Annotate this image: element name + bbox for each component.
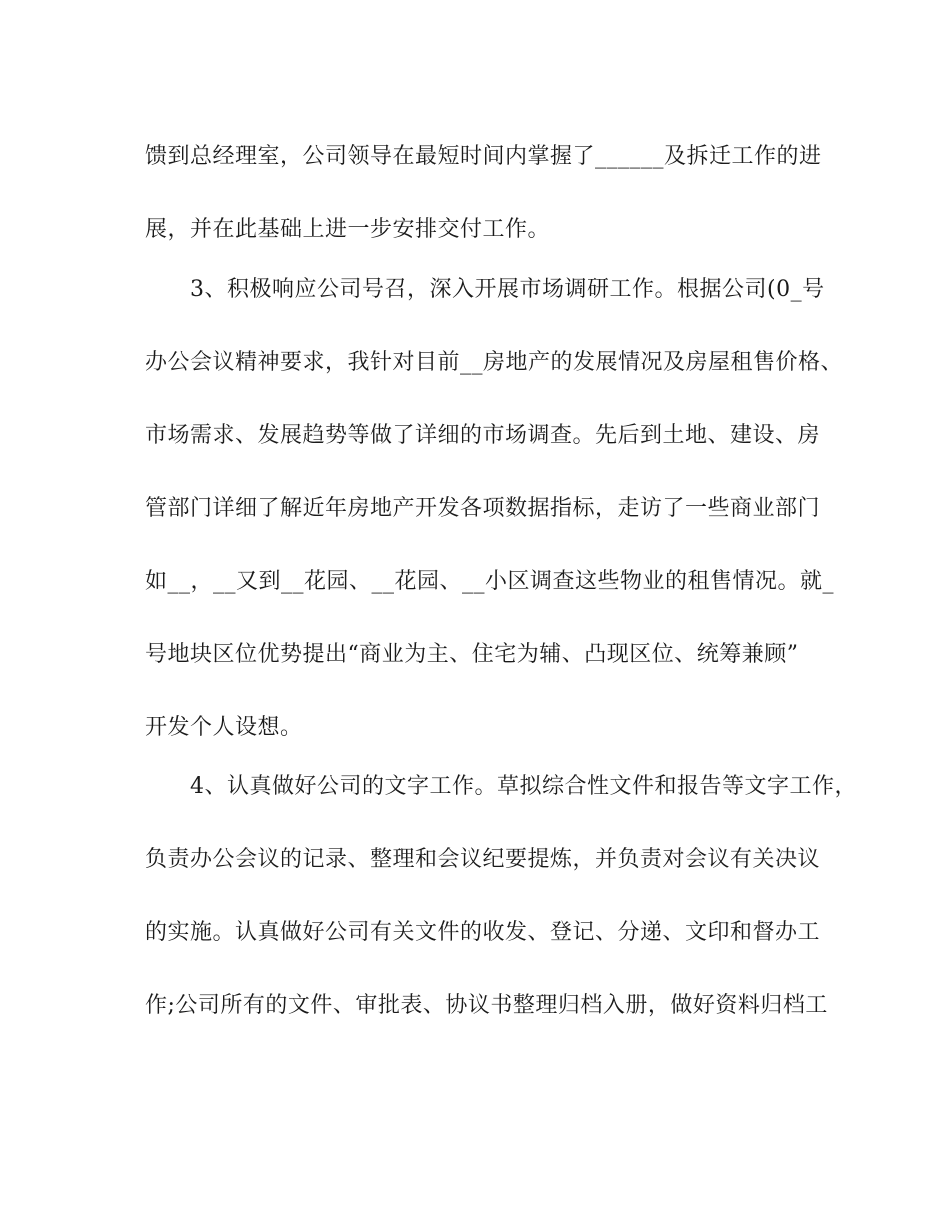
text-line: 办公会议精神要求，我针对目前__房地产的发展情况及房屋租售价格、 bbox=[145, 350, 844, 375]
text-line: 管部门详细了解近年房地产开发各项数据指标，走访了一些商业部门 bbox=[145, 496, 821, 521]
text-line: 作;公司所有的文件、审批表、协议书整理归档入册，做好资料归档工 bbox=[145, 993, 828, 1018]
text-line: 负责办公会议的记录、整理和会议纪要提炼，并负责对会议有关决议 bbox=[145, 847, 821, 872]
paragraph-3-first-line: 3、积极响应公司号召，深入开展市场调研工作。根据公司(0_号 bbox=[145, 277, 825, 302]
paragraph-4-first-line: 4、认真做好公司的文字工作。草拟综合性文件和报告等文字工作， bbox=[145, 774, 857, 799]
text-line: 如__，__又到__花园、__花园、__小区调查这些物业的租售情况。就_ bbox=[145, 569, 835, 594]
text-line: 的实施。认真做好公司有关文件的收发、登记、分递、文印和督办工 bbox=[145, 920, 821, 945]
text-line: 开发个人设想。 bbox=[145, 715, 303, 740]
text-line: 馈到总经理室，公司领导在最短时间内掌握了______及拆迁工作的进 bbox=[145, 144, 822, 169]
text-line: 号地块区位优势提出“商业为主、住宅为辅、凸现区位、统筹兼顾” bbox=[145, 642, 799, 667]
text-line: 市场需求、发展趋势等做了详细的市场调查。先后到土地、建设、房 bbox=[145, 423, 821, 448]
text-line: 展，并在此基础上进一步安排交付工作。 bbox=[145, 217, 551, 242]
